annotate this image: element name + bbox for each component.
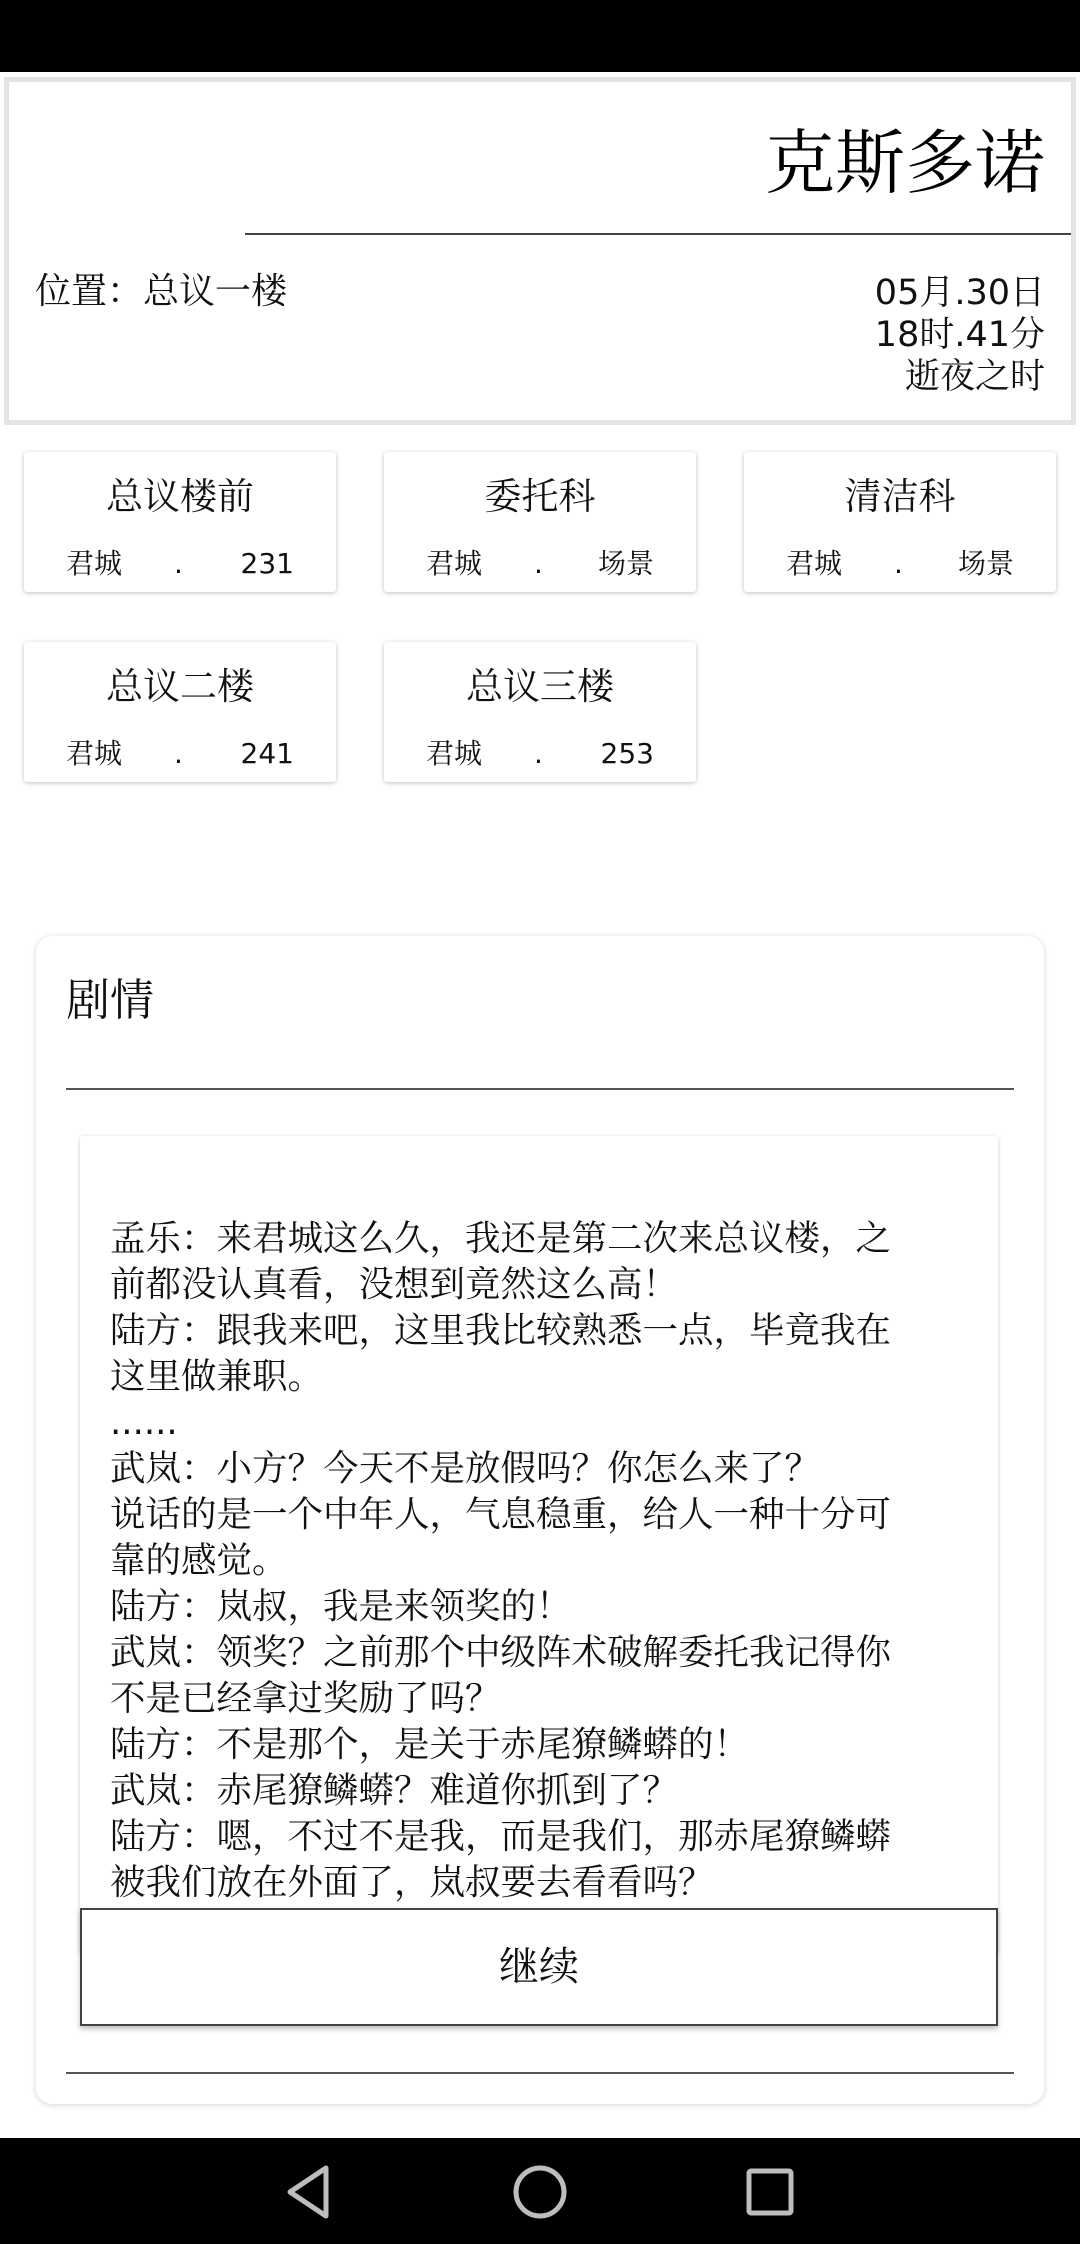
scene-card-front[interactable] <box>24 452 336 592</box>
scene-meta <box>384 548 696 580</box>
scene-title: 总议三楼 <box>466 665 614 708</box>
scene-city: 君城 <box>66 737 123 770</box>
scene-separator: . <box>534 737 543 770</box>
story-divider-top <box>66 1088 1014 1090</box>
scene-code: 场景 <box>957 547 1014 580</box>
dialogue-line: 武岚：领奖？之前那个中级阵术破解委托我记得你 <box>110 1632 892 1673</box>
period-label: 逝夜之时 <box>904 357 1045 397</box>
dialogue-line: 武岚：赤尾獠鳞蟒？难道你抓到了？ <box>110 1770 679 1811</box>
home-icon[interactable] <box>510 2162 570 2222</box>
story-divider-bottom <box>66 2072 1014 2074</box>
scene-meta <box>24 738 336 770</box>
dialogue-text <box>110 1216 970 1906</box>
scene-code: 231 <box>240 547 294 580</box>
scene-meta <box>744 548 1056 580</box>
scene-card-cleaning[interactable] <box>744 452 1056 592</box>
dialogue-line: ...... <box>110 1402 178 1443</box>
scene-separator: . <box>174 547 183 580</box>
recents-icon[interactable] <box>740 2162 800 2222</box>
scene-card-commission[interactable] <box>384 452 696 592</box>
dialogue-line: 不是已经拿过奖励了吗？ <box>110 1678 501 1719</box>
scene-title: 清洁科 <box>844 475 956 518</box>
dialogue-line: 这里做兼职。 <box>110 1356 324 1397</box>
dialogue-line: 陆方：岚叔，我是来领奖的！ <box>110 1586 572 1627</box>
dialogue-box[interactable] <box>80 1136 998 1954</box>
continue-button[interactable]: 继续 <box>80 1908 998 2026</box>
info-header <box>4 77 1076 425</box>
scene-city: 君城 <box>426 547 483 580</box>
status-bar <box>0 0 1080 72</box>
story-heading: 剧情 <box>66 975 154 1026</box>
dialogue-line: 武岚：小方？今天不是放假吗？你怎么来了？ <box>110 1448 821 1489</box>
scene-separator: . <box>534 547 543 580</box>
time-block <box>875 272 1045 398</box>
header-divider <box>245 233 1071 235</box>
scene-code: 场景 <box>597 547 654 580</box>
dialogue-line: 陆方：嗯，不过不是我，而是我们，那赤尾獠鳞蟒 <box>110 1816 892 1857</box>
scene-separator: . <box>174 737 183 770</box>
dialogue-line: 前都没认真看，没想到竟然这么高！ <box>110 1264 679 1305</box>
scene-title: 总议二楼 <box>106 665 254 708</box>
dialogue-line: 被我们放在外面了，岚叔要去看看吗？ <box>110 1862 714 1903</box>
scene-code: 253 <box>600 737 654 770</box>
scene-card-second-floor[interactable] <box>24 642 336 782</box>
dialogue-line: 说话的是一个中年人，气息稳重，给人一种十分可 <box>110 1494 892 1535</box>
navigation-bar <box>0 2138 1080 2244</box>
scene-meta <box>24 548 336 580</box>
story-panel <box>36 936 1044 2104</box>
scene-title: 委托科 <box>484 475 596 518</box>
time-label: 18时.41分 <box>874 315 1045 355</box>
scene-city: 君城 <box>426 737 483 770</box>
date-label: 05月.30日 <box>874 273 1045 313</box>
scene-title: 总议楼前 <box>106 475 254 518</box>
scene-city: 君城 <box>66 547 123 580</box>
scene-separator: . <box>894 547 903 580</box>
scene-meta <box>384 738 696 770</box>
scene-city: 君城 <box>786 547 843 580</box>
back-icon[interactable] <box>280 2162 340 2222</box>
dialogue-line: 陆方：不是那个，是关于赤尾獠鳞蟒的！ <box>110 1724 750 1765</box>
scene-card-third-floor[interactable] <box>384 642 696 782</box>
location-label: 位置：总议一楼 <box>35 271 288 312</box>
character-name: 克斯多诺 <box>765 122 1045 204</box>
dialogue-line: 孟乐：来君城这么久，我还是第二次来总议楼，之 <box>110 1218 892 1259</box>
dialogue-line: 陆方：跟我来吧，这里我比较熟悉一点，毕竟我在 <box>110 1310 892 1351</box>
dialogue-line: 靠的感觉。 <box>110 1540 288 1581</box>
scene-code: 241 <box>240 737 294 770</box>
